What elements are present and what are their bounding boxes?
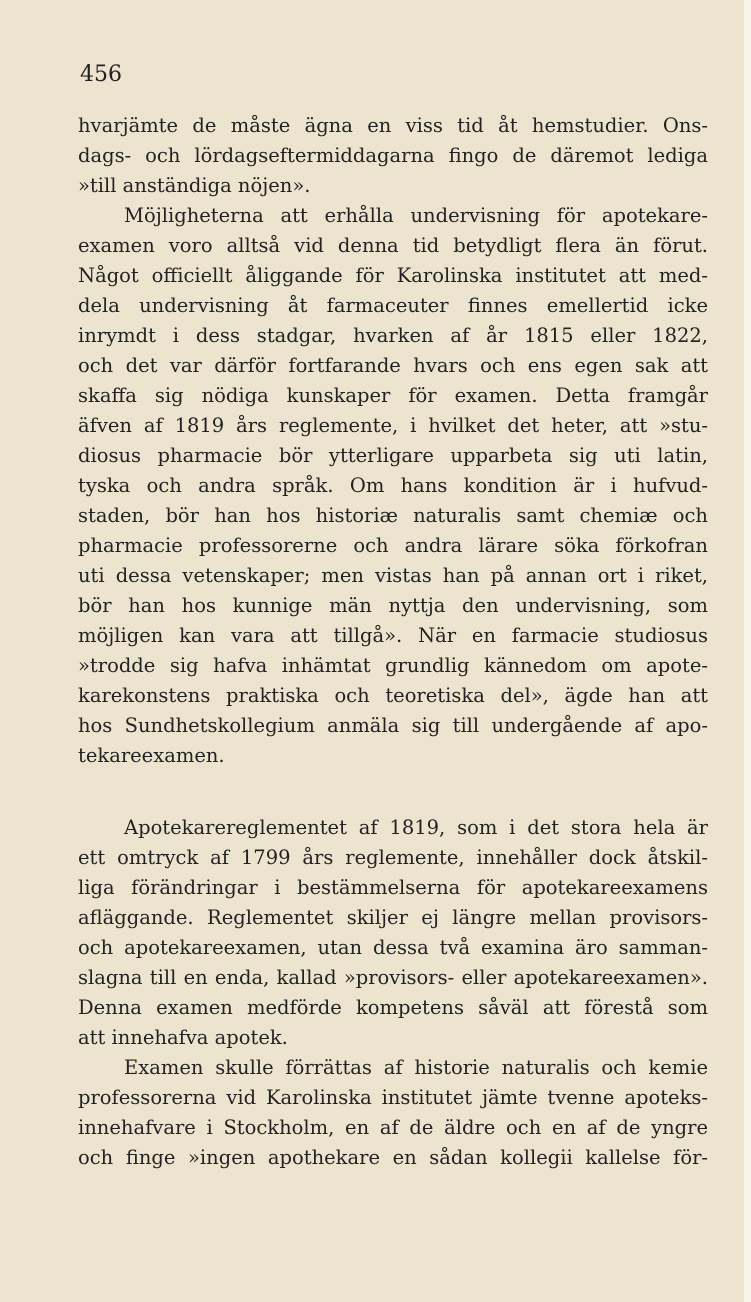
text-line: och finge »ingen apothekare en sådan kollegii kallelse för- (78, 1146, 708, 1169)
text-line: ett omtryck af 1799 års reglemente, innehåller dock åtskil- (78, 846, 708, 869)
page-edge (744, 0, 751, 1302)
text-line: slagna till en enda, kallad »provisors- eller apotekareexamen». (78, 966, 708, 989)
text-line: dags- och lördagseftermiddagarna fingo de däremot lediga (78, 144, 708, 167)
text-line: uti dessa vetenskaper; men vistas han på annan ort i riket, (78, 564, 708, 587)
text-line: att innehafva apotek. (78, 1026, 288, 1049)
text-line: hos Sundhetskollegium anmäla sig till undergående af apo- (78, 714, 708, 737)
text-line: »till anständiga nöjen». (78, 174, 311, 197)
text-line: staden, bör han hos historiæ naturalis samt chemiæ och (78, 504, 708, 527)
text-line: tyska och andra språk. Om hans kondition är i hufvud- (78, 474, 708, 497)
text-line: bör han hos kunnige män nyttja den undervisning, som (78, 594, 708, 617)
text-line: och apotekareexamen, utan dessa två examina äro samman- (78, 936, 708, 959)
text-line: äfven af 1819 års reglemente, i hvilket det heter, att »stu- (78, 414, 708, 437)
text-line: afläggande. Reglementet skiljer ej längre mellan provisors- (78, 906, 708, 929)
text-line: innehafvare i Stockholm, en af de äldre och en af de yngre (78, 1116, 708, 1139)
text-line: tekareexamen. (78, 744, 225, 767)
text-line: liga förändringar i bestämmelserna för apotekareexamens (78, 876, 708, 899)
text-line: Examen skulle förrättas af historie naturalis och kemie (124, 1056, 708, 1079)
page-number: 456 (80, 62, 122, 87)
text-line: Denna examen medförde kompetens såväl att förestå som (78, 996, 708, 1019)
text-line: karekonstens praktiska och teoretiska del», ägde han att (78, 684, 708, 707)
text-line: möjligen kan vara att tillgå». När en farmacie studiosus (78, 624, 708, 647)
text-line: examen voro alltså vid denna tid betydligt flera än förut. (78, 234, 708, 257)
text-line: inrymdt i dess stadgar, hvarken af år 1815 eller 1822, (78, 324, 708, 347)
text-line: hvarjämte de måste ägna en viss tid åt hemstudier. Ons- (78, 114, 708, 137)
text-line: Något officiellt åliggande för Karolinska institutet att med- (78, 264, 708, 287)
text-line: skaffa sig nödiga kunskaper för examen. Detta framgår (78, 384, 708, 407)
text-line: professorerna vid Karolinska institutet jämte tvenne apoteks- (78, 1086, 708, 1109)
text-line: dela undervisning åt farmaceuter finnes emellertid icke (78, 294, 708, 317)
text-line: och det var därför fortfarande hvars och ens egen sak att (78, 354, 708, 377)
text-line: »trodde sig hafva inhämtat grundlig kännedom om apote- (78, 654, 708, 677)
text-line: diosus pharmacie bör ytterligare upparbeta sig uti latin, (78, 444, 708, 467)
text-line: Apotekarereglementet af 1819, som i det stora hela är (124, 816, 708, 839)
text-line: Möjligheterna att erhålla undervisning för apotekare- (124, 204, 708, 227)
text-line: pharmacie professorerne och andra lärare söka förkofran (78, 534, 708, 557)
